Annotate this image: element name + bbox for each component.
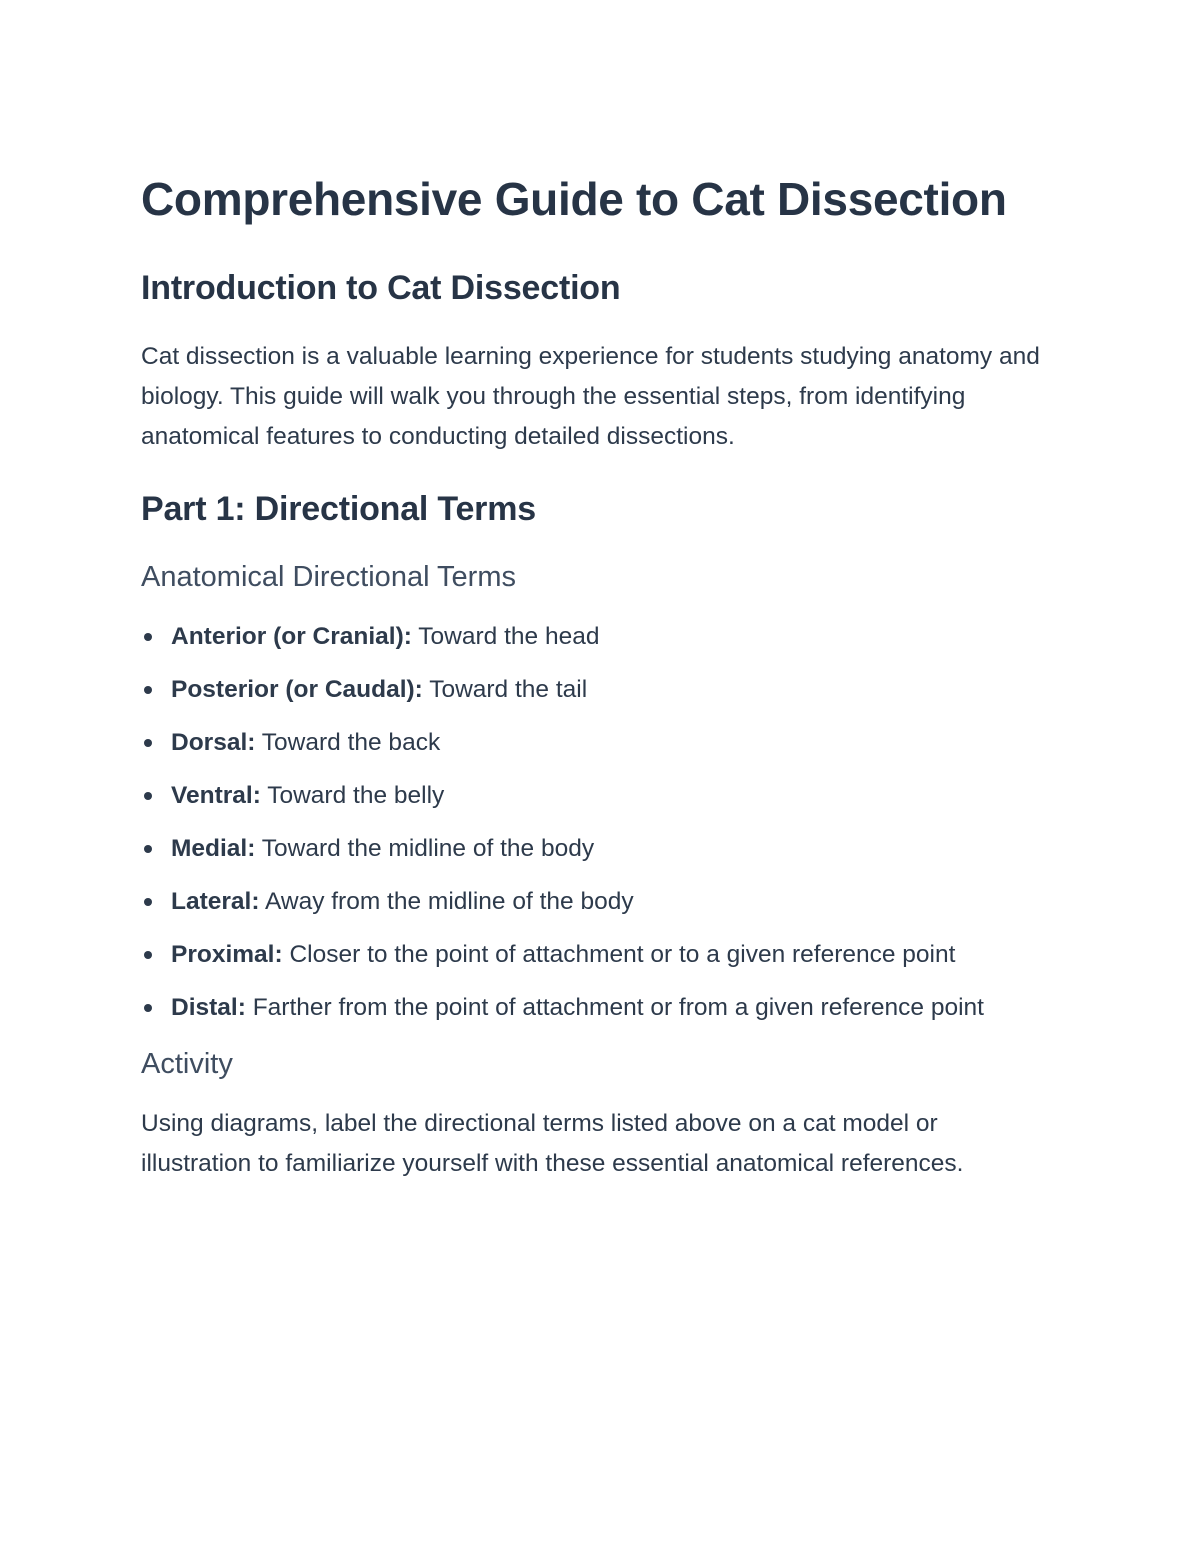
part1-heading: Part 1: Directional Terms [141, 490, 536, 528]
directional-terms-subheading: Anatomical Directional Terms [141, 561, 516, 593]
bullet-icon [144, 633, 152, 641]
term-definition: Toward the back [255, 729, 441, 756]
directional-terms-list [141, 617, 1051, 1028]
list-item [141, 829, 1051, 869]
list-item [141, 882, 1051, 922]
bullet-icon [144, 1004, 152, 1012]
term-definition: Toward the midline of the body [255, 835, 595, 862]
intro-paragraph: Cat dissection is a valuable learning experience for students studying anatomy and biology. This guide will walk you through the essential steps, from identifying anatomical features to conducting detailed dissections. [141, 343, 1040, 450]
activity-heading: Activity [141, 1048, 233, 1080]
bullet-icon [144, 792, 152, 800]
term-label: Distal: [171, 994, 246, 1021]
bullet-icon [144, 739, 152, 747]
term-label: Posterior (or Caudal): [171, 676, 423, 703]
term-definition: Toward the tail [422, 676, 588, 703]
term-label: Anterior (or Cranial): [171, 623, 412, 650]
intro-heading: Introduction to Cat Dissection [141, 269, 621, 307]
bullet-icon [144, 898, 152, 906]
term-definition: Farther from the point of attachment or from a given reference point [245, 994, 984, 1021]
bullet-icon [144, 845, 152, 853]
term-definition: Closer to the point of attachment or to a given reference point [282, 941, 956, 968]
activity-paragraph: Using diagrams, label the directional terms listed above on a cat model or illustration to familiarize yourself with these essential anatomical references. [141, 1110, 964, 1177]
term-label: Dorsal: [171, 729, 256, 756]
term-label: Medial: [171, 835, 256, 862]
term-definition: Toward the head [411, 623, 600, 650]
term-label: Proximal: [171, 941, 283, 968]
term-label: Lateral: [171, 888, 260, 915]
list-item [141, 723, 1051, 763]
bullet-icon [144, 686, 152, 694]
list-item [141, 617, 1051, 657]
document-page [141, 168, 1051, 1184]
list-item [141, 935, 1051, 975]
term-label: Ventral: [171, 782, 261, 809]
bullet-icon [144, 951, 152, 959]
list-item [141, 776, 1051, 816]
list-item [141, 988, 1051, 1028]
term-definition: Away from the midline of the body [259, 888, 634, 915]
term-definition: Toward the belly [260, 782, 445, 809]
list-item [141, 670, 1051, 710]
document-title: Comprehensive Guide to Cat Dissection [141, 173, 1007, 225]
